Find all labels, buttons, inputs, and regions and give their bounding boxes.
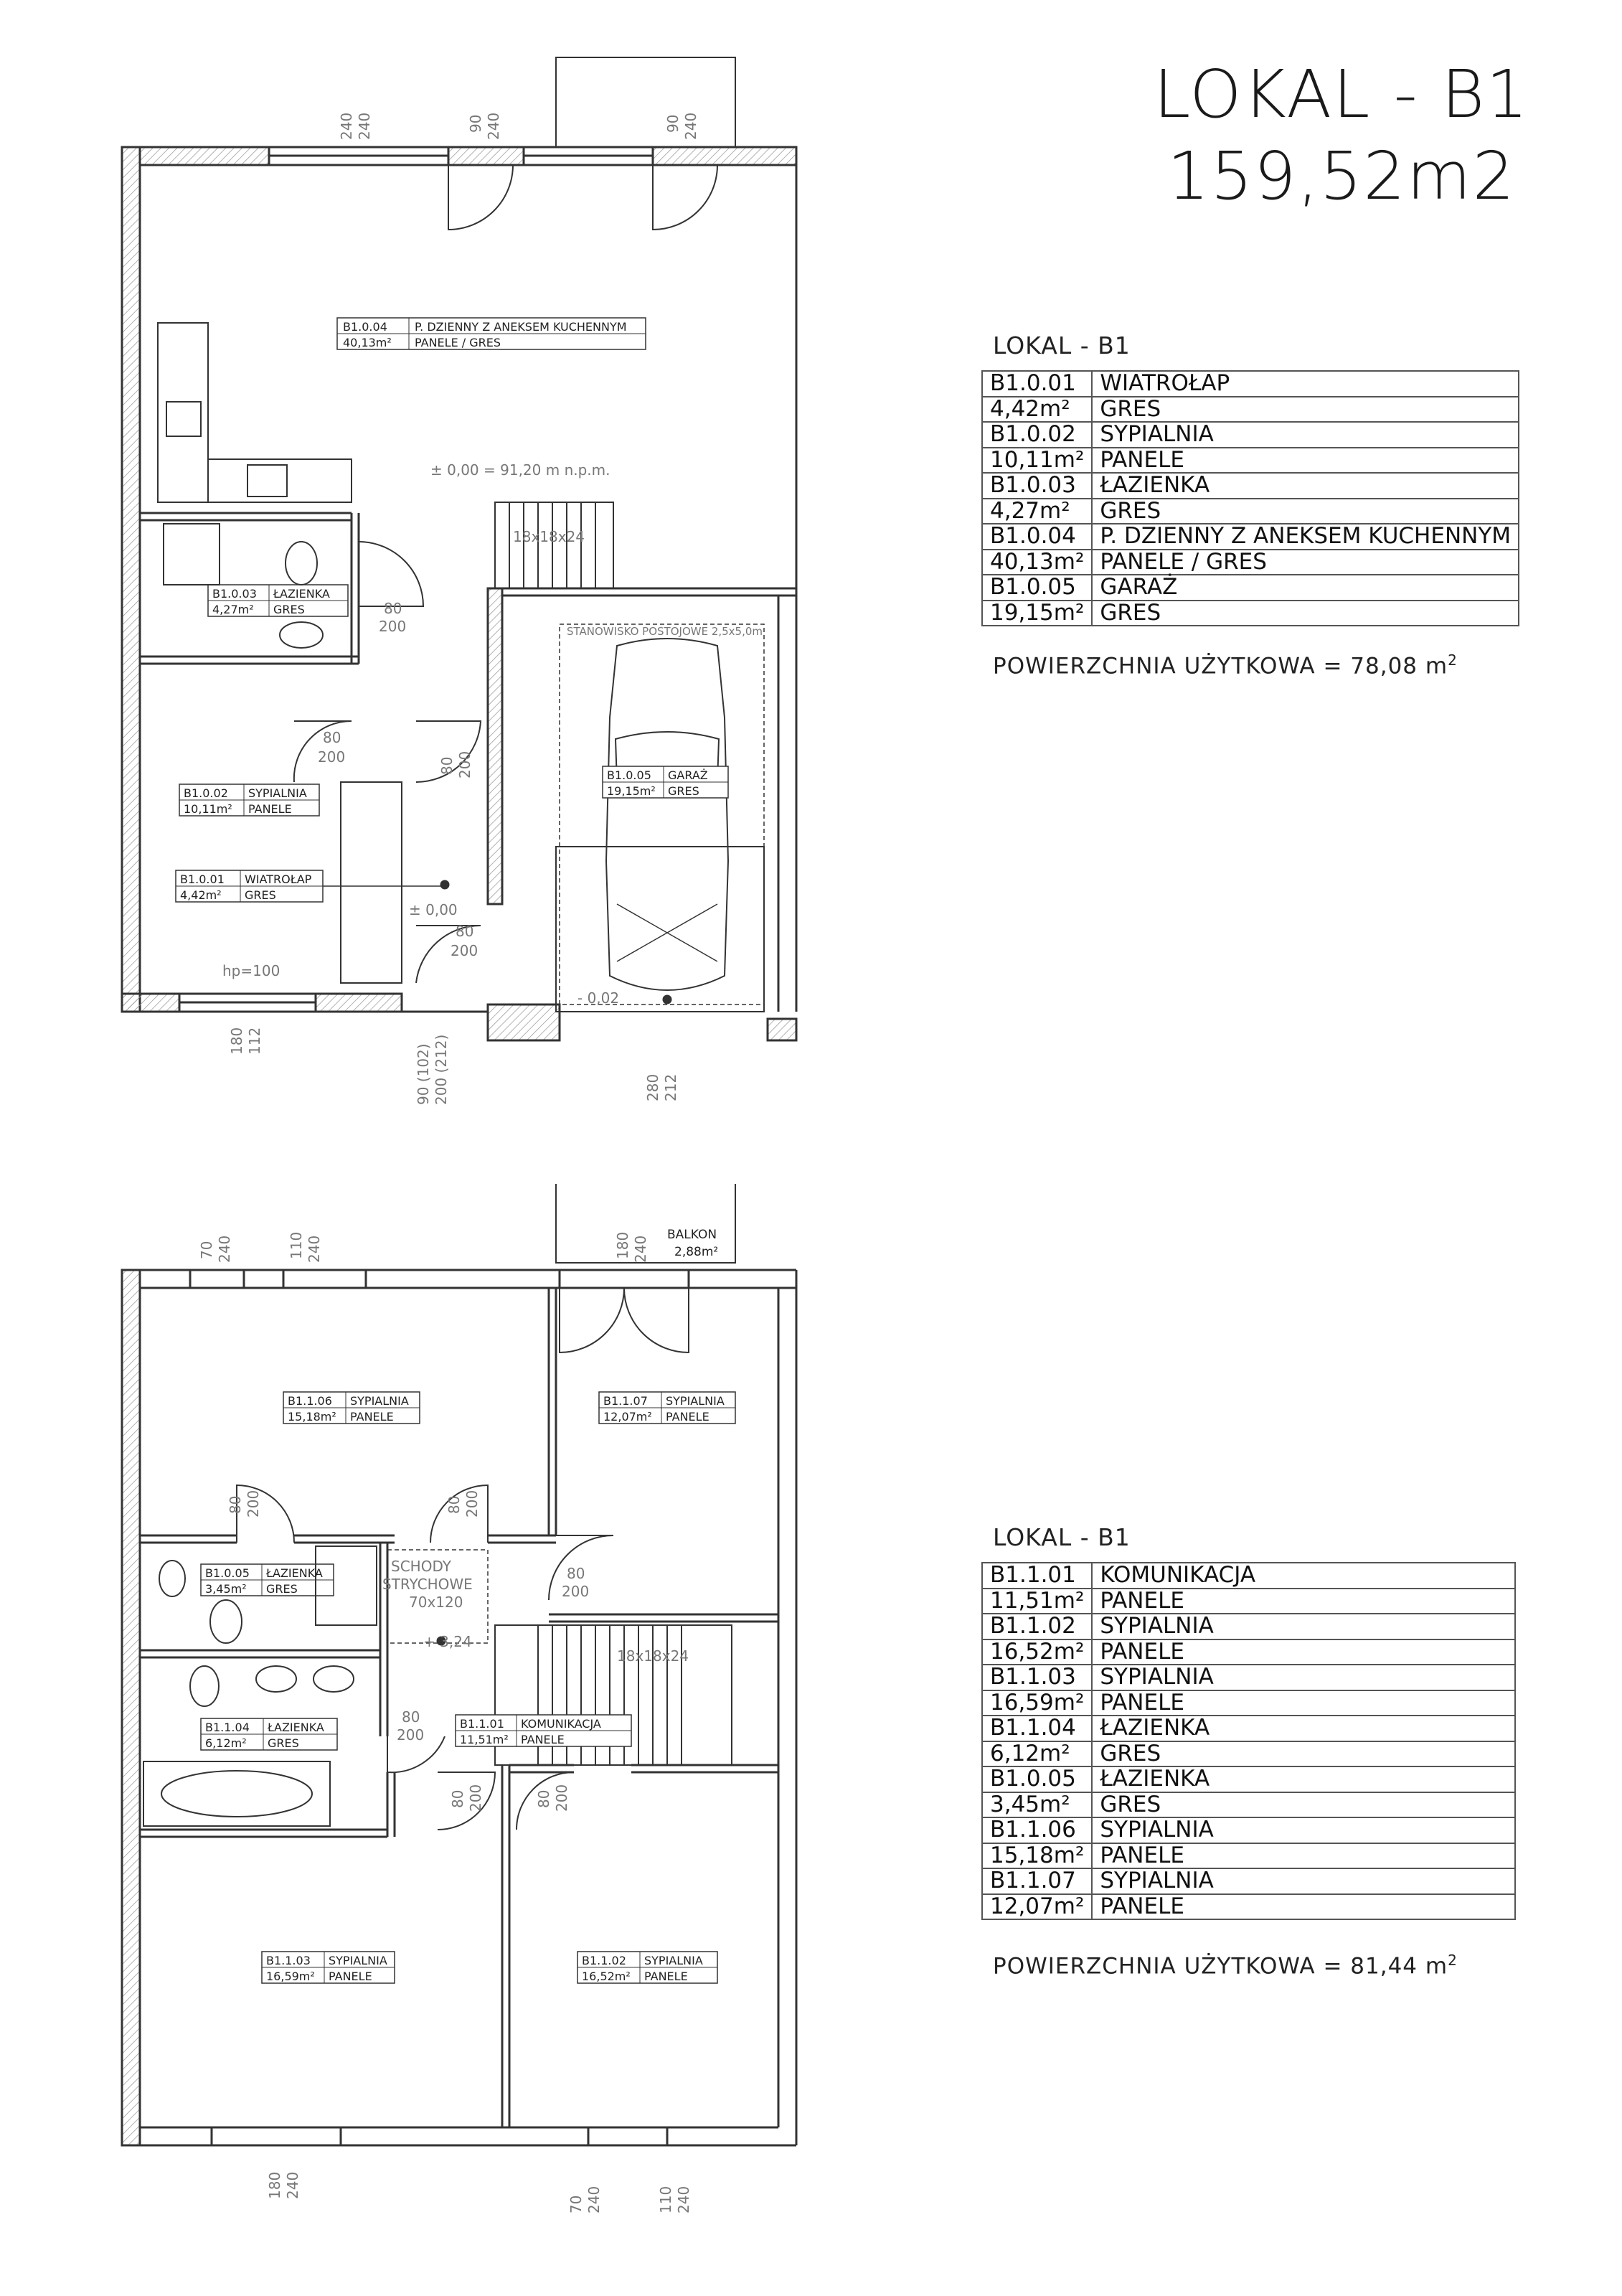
plan-room-area: 16,52m² <box>582 1970 631 1983</box>
interior-wall <box>140 1543 387 1736</box>
level-marker <box>441 881 448 888</box>
interior-wall <box>502 1765 778 2127</box>
room-code: B1.0.05 <box>982 575 1092 601</box>
room-code: B1.1.04 <box>982 1716 1092 1741</box>
plan-room-area: 40,13m² <box>343 336 392 349</box>
table-row <box>982 1741 1515 1767</box>
wall-hatch-bottom <box>122 994 179 1012</box>
room-finish: PANELE / GRES <box>1092 550 1519 575</box>
room-area: 4,42m² <box>982 397 1092 423</box>
plan-room-area: 10,11m² <box>184 802 232 816</box>
door-width: 80 <box>227 1495 244 1514</box>
table-row <box>982 1817 1515 1843</box>
door-swing <box>560 1288 624 1352</box>
toilet <box>210 1600 242 1643</box>
room-name: WIATROŁAP <box>1092 371 1519 397</box>
usable-area-unit-sup: 2 <box>1448 1952 1458 1969</box>
door-swing <box>438 1772 495 1830</box>
plan-room-name: GARAŻ <box>668 768 708 782</box>
plan-room-area: 11,51m² <box>460 1733 509 1746</box>
plan-room-area: 6,12m² <box>205 1736 247 1750</box>
plan-room-finish: GRES <box>273 603 305 616</box>
plan-room-finish: GRES <box>266 1582 298 1596</box>
table-row <box>982 1792 1515 1818</box>
toilet <box>286 542 317 585</box>
parking-label: STANOWISKO POSTOJOWE 2,5x5,0m <box>567 625 763 638</box>
total-area: 159,52m2 <box>1166 138 1517 215</box>
dim-bottom: 180 <box>266 2171 283 2199</box>
room-code: B1.1.07 <box>982 1868 1092 1894</box>
attic-stairs-label: SCHODY <box>391 1558 451 1575</box>
table-row <box>982 422 1519 448</box>
wall-hatch-bottom-2 <box>316 994 402 1012</box>
room-name: ŁAZIENKA <box>1092 473 1519 499</box>
interior-wall <box>341 782 402 983</box>
plan-room-finish: GRES <box>668 784 699 798</box>
door-width: 80 <box>567 1565 585 1582</box>
dim-top: 240 <box>682 112 699 140</box>
table-row <box>982 550 1519 575</box>
plan-room-area: 3,45m² <box>205 1582 247 1596</box>
plan-room-finish: GRES <box>245 888 276 902</box>
room-finish: PANELE <box>1092 1894 1515 1920</box>
table-row <box>982 1894 1515 1920</box>
room-name: KOMUNIKACJA <box>1092 1563 1515 1589</box>
interior-wall <box>140 1772 395 1837</box>
door-height: 200 <box>463 1490 481 1518</box>
ground-floor-plan <box>0 0 803 1119</box>
door-swing <box>448 165 513 230</box>
dim-top: 240 <box>356 112 373 140</box>
table-row <box>982 1868 1515 1894</box>
first-floor-usable-area <box>993 1952 1458 1979</box>
plan-room-area: 4,27m² <box>212 603 254 616</box>
plan-room-name: SYPIALNIA <box>350 1394 409 1408</box>
room-area: 16,52m² <box>982 1639 1092 1665</box>
door-width: 80 <box>402 1708 420 1726</box>
dim-bottom: 240 <box>284 2171 301 2199</box>
dim-bottom: 180 <box>228 1027 245 1055</box>
room-finish: PANELE <box>1092 1639 1515 1665</box>
room-name: P. DZIENNY Z ANEKSEM KUCHENNYM <box>1092 524 1519 550</box>
dim-bottom: 112 <box>246 1027 263 1055</box>
plan-room-code: B1.0.02 <box>184 786 228 800</box>
plan-room-finish: PANELE <box>521 1733 565 1746</box>
dim-top: 240 <box>306 1235 323 1263</box>
dim-bottom: 240 <box>585 2186 603 2213</box>
table-row <box>982 1665 1515 1690</box>
plan-room-finish: PANELE <box>666 1410 709 1424</box>
level-label: ± 0,00 = 91,20 m n.p.m. <box>430 461 610 479</box>
level-label: + 3,24 <box>423 1633 472 1650</box>
door-swing <box>653 165 717 230</box>
plan-room-finish: GRES <box>268 1736 299 1750</box>
plan-room-name: ŁAZIENKA <box>273 587 330 601</box>
table-row <box>982 499 1519 524</box>
attic-stairs-size: 70x120 <box>409 1594 463 1611</box>
wall-hatch-top <box>140 147 796 165</box>
dim-bottom: 212 <box>662 1073 679 1101</box>
room-area: 3,45m² <box>982 1792 1092 1818</box>
room-finish: PANELE <box>1092 1843 1515 1869</box>
room-code: B1.0.05 <box>982 1766 1092 1792</box>
room-finish: GRES <box>1092 499 1519 524</box>
car-outline <box>606 639 728 990</box>
stairs-label: 18x18x24 <box>617 1647 689 1665</box>
plan-room-name: WIATROŁAP <box>245 872 312 886</box>
dim-top: 90 <box>467 114 484 133</box>
plan-room-name: SYPIALNIA <box>248 786 307 800</box>
dim-top: 240 <box>338 112 355 140</box>
room-name: SYPIALNIA <box>1092 1614 1515 1639</box>
plan-room-code: B1.1.06 <box>288 1394 332 1408</box>
door-height: 200 <box>397 1726 425 1744</box>
room-area: 40,13m² <box>982 550 1092 575</box>
room-code: B1.1.06 <box>982 1817 1092 1843</box>
shower <box>164 524 220 585</box>
wall-hatch-left <box>122 147 140 1012</box>
dim-top: 90 <box>664 114 682 133</box>
table-row <box>982 1716 1515 1741</box>
first-floor-room-table <box>981 1562 1516 1920</box>
window-top-2 <box>283 1270 366 1288</box>
dim-bottom: 200 (212) <box>433 1034 450 1105</box>
plan-room-code: B1.1.03 <box>266 1954 311 1967</box>
table-row <box>982 397 1519 423</box>
window-top-1 <box>190 1270 244 1288</box>
dim-top: 240 <box>632 1235 649 1263</box>
room-code: B1.0.01 <box>982 371 1092 397</box>
attic-stairs-label: STRYCHOWE <box>382 1576 473 1593</box>
staircase <box>495 502 613 588</box>
plan-room-area: 19,15m² <box>607 784 656 798</box>
room-name: GARAŻ <box>1092 575 1519 601</box>
plan-room-code: B1.0.05 <box>205 1566 250 1580</box>
ground-floor-usable-area <box>993 651 1458 679</box>
door-width: 80 <box>384 600 402 617</box>
plan-room-code: B1.0.01 <box>180 872 225 886</box>
room-finish: GRES <box>1092 1741 1515 1767</box>
plan-room-code: B1.0.04 <box>343 320 387 334</box>
interior-wall <box>768 1019 796 1040</box>
first-floor-plan <box>0 1184 803 2296</box>
dim-top: 180 <box>614 1231 631 1259</box>
interior-wall <box>140 657 359 664</box>
plan-room-name: SYPIALNIA <box>644 1954 703 1967</box>
page-title: LOKAL - B1 <box>1154 56 1529 133</box>
room-finish: PANELE <box>1092 448 1519 474</box>
washbasin <box>280 622 323 648</box>
door-height: 200 <box>467 1784 484 1812</box>
door-height: 200 <box>553 1784 570 1812</box>
balcony-label: BALKON <box>667 1228 717 1242</box>
plan-room-name: ŁAZIENKA <box>266 1566 323 1580</box>
room-code: B1.1.02 <box>982 1614 1092 1639</box>
table-row <box>982 371 1519 397</box>
door-height: 200 <box>456 751 473 778</box>
usable-area-unit-sup: 2 <box>1448 651 1458 669</box>
plan-room-code: B1.1.01 <box>460 1717 504 1731</box>
plan-room-code: B1.0.05 <box>607 768 651 782</box>
table-row <box>982 1614 1515 1639</box>
plan-room-name: SYPIALNIA <box>329 1954 387 1967</box>
door-swing <box>624 1288 689 1352</box>
table-row <box>982 524 1519 550</box>
plan-room-code: B1.1.04 <box>205 1721 250 1734</box>
table-row <box>982 473 1519 499</box>
usable-area-text: POWIERZCHNIA UŻYTKOWA = 78,08 m <box>993 653 1448 679</box>
door-width: 80 <box>456 923 474 940</box>
interior-wall <box>140 1535 395 1543</box>
balcony-area: 2,88m² <box>674 1245 719 1259</box>
interior-wall <box>488 588 502 904</box>
interior-wall <box>488 1004 560 1040</box>
window-height-note: hp=100 <box>222 962 280 979</box>
plan-room-finish: PANELE <box>350 1410 394 1424</box>
room-name: SYPIALNIA <box>1092 1817 1515 1843</box>
stairs-label: 18x18x24 <box>513 528 585 545</box>
plan-room-code: B1.1.02 <box>582 1954 626 1967</box>
room-finish: GRES <box>1092 397 1519 423</box>
ground-floor-room-table <box>981 370 1519 626</box>
table-row <box>982 1690 1515 1716</box>
room-code: B1.1.01 <box>982 1563 1092 1589</box>
room-finish: GRES <box>1092 601 1519 626</box>
room-name: ŁAZIENKA <box>1092 1766 1515 1792</box>
plan-room-code: B1.0.03 <box>212 587 257 601</box>
plan-room-finish: PANELE <box>248 802 292 816</box>
plan-room-area: 16,59m² <box>266 1970 315 1983</box>
door-height: 200 <box>379 618 407 635</box>
table-row <box>982 1766 1515 1792</box>
door-height: 200 <box>562 1583 590 1600</box>
interior-wall <box>488 1288 778 1622</box>
plan-room-name: P. DZIENNY Z ANEKSEM KUCHENNYM <box>415 320 627 334</box>
dim-top: 70 <box>198 1241 215 1259</box>
door-height: 200 <box>245 1490 262 1518</box>
plan-room-finish: PANELE <box>644 1970 688 1983</box>
shower <box>316 1546 377 1625</box>
level-marker <box>664 996 671 1003</box>
plan-room-area: 15,18m² <box>288 1410 336 1424</box>
table-row <box>982 1589 1515 1614</box>
usable-area-text: POWIERZCHNIA UŻYTKOWA = 81,44 m <box>993 1953 1448 1980</box>
room-code: B1.0.04 <box>982 524 1092 550</box>
table-row <box>982 448 1519 474</box>
window-top-3 <box>560 1270 689 1288</box>
room-code: B1.1.03 <box>982 1665 1092 1690</box>
room-finish: PANELE <box>1092 1690 1515 1716</box>
door-swing <box>359 542 423 606</box>
parking-space <box>560 624 764 1004</box>
bathtub-basin <box>161 1771 312 1817</box>
table-row <box>982 1639 1515 1665</box>
plan-room-name: ŁAZIENKA <box>268 1721 324 1734</box>
dim-bottom: 70 <box>567 2195 585 2213</box>
room-area: 4,27m² <box>982 499 1092 524</box>
dim-bottom: 90 (102) <box>415 1043 432 1105</box>
plan-room-finish: PANELE <box>329 1970 372 1983</box>
room-area: 6,12m² <box>982 1741 1092 1767</box>
room-finish: GRES <box>1092 1792 1515 1818</box>
dim-top: 240 <box>485 112 502 140</box>
room-area: 11,51m² <box>982 1589 1092 1614</box>
cooktop <box>247 465 287 497</box>
dim-top: 110 <box>288 1231 305 1259</box>
dim-bottom: 280 <box>644 1073 661 1101</box>
table-row <box>982 575 1519 601</box>
plan-room-name: KOMUNIKACJA <box>521 1717 601 1731</box>
room-name: ŁAZIENKA <box>1092 1716 1515 1741</box>
door-width: 80 <box>449 1789 466 1808</box>
table-row <box>982 601 1519 626</box>
room-name: SYPIALNIA <box>1092 1868 1515 1894</box>
kitchen-sink <box>166 402 201 436</box>
plan-room-name: SYPIALNIA <box>666 1394 725 1408</box>
level-label: ± 0,00 <box>409 901 458 918</box>
room-area: 10,11m² <box>982 448 1092 474</box>
plan-room-finish: PANELE / GRES <box>415 336 501 349</box>
ground-floor-section-label: LOKAL - B1 <box>993 331 1131 359</box>
toilet <box>190 1666 219 1706</box>
room-area: 12,07m² <box>982 1894 1092 1920</box>
room-finish: PANELE <box>1092 1589 1515 1614</box>
level-label: - 0,02 <box>577 989 620 1007</box>
room-code: B1.0.02 <box>982 422 1092 448</box>
dim-bottom: 110 <box>657 2186 674 2213</box>
window-bottom-2 <box>588 2127 667 2145</box>
door-height: 200 <box>318 748 346 766</box>
door-width: 80 <box>445 1495 463 1514</box>
washbasin <box>256 1666 296 1692</box>
washbasin <box>159 1561 185 1596</box>
room-name: SYPIALNIA <box>1092 422 1519 448</box>
room-code: B1.0.03 <box>982 473 1092 499</box>
table-row <box>982 1563 1515 1589</box>
window-bottom-1 <box>212 2127 341 2145</box>
room-name: SYPIALNIA <box>1092 1665 1515 1690</box>
dim-bottom: 240 <box>675 2186 692 2213</box>
door-height: 200 <box>451 942 478 959</box>
first-floor-section-label: LOKAL - B1 <box>993 1523 1131 1551</box>
plan-room-area: 12,07m² <box>603 1410 652 1424</box>
room-area: 16,59m² <box>982 1690 1092 1716</box>
washbasin <box>313 1666 354 1692</box>
table-row <box>982 1843 1515 1869</box>
plan-room-area: 4,42m² <box>180 888 222 902</box>
door-width: 80 <box>535 1789 552 1808</box>
dim-top: 240 <box>216 1235 233 1263</box>
door-width: 80 <box>323 729 341 746</box>
plan-room-code: B1.1.07 <box>603 1394 648 1408</box>
room-area: 15,18m² <box>982 1843 1092 1869</box>
wall-hatch-left <box>122 1270 140 2145</box>
room-area: 19,15m² <box>982 601 1092 626</box>
door-width: 80 <box>438 756 456 775</box>
terrace <box>556 57 735 147</box>
